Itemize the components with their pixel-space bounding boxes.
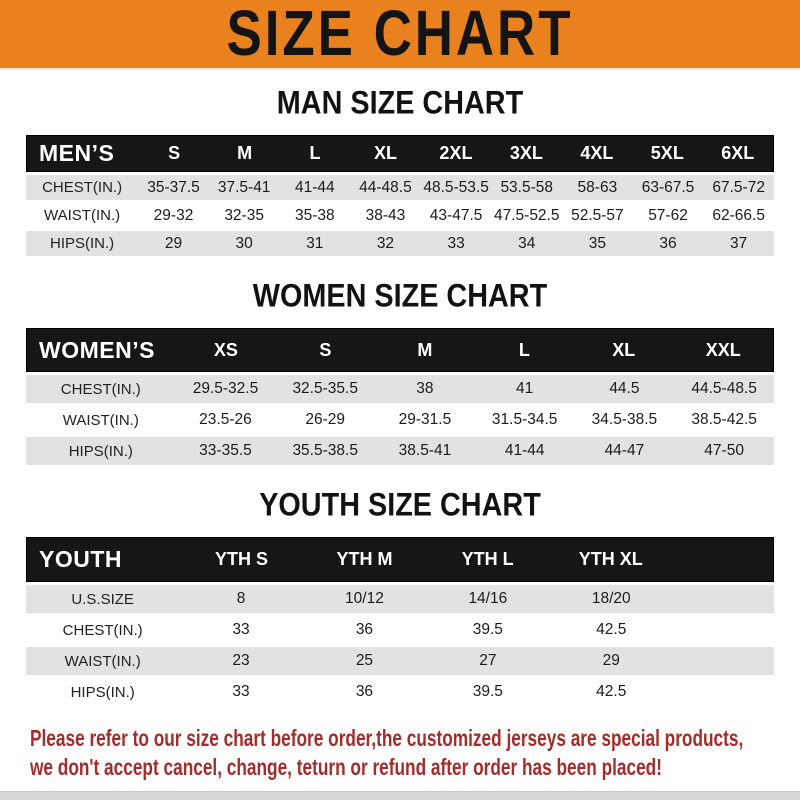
cell-value: 52.5-57 [571, 206, 624, 224]
cell-value: 36 [355, 683, 374, 700]
cell-value: 44.5-48.5 [691, 380, 757, 397]
table-header-label: WOMEN’S [39, 336, 155, 363]
cell-value: 41-44 [504, 442, 545, 459]
row-label: WAIST(IN.) [62, 411, 139, 429]
disclaimer-line-2: we don't accept cancel, change, teturn or refund after order has been placed! [30, 754, 662, 780]
column-header: XS [213, 339, 238, 360]
disclaimer-line-1: Please refer to our size chart before order,the customized jerseys are special products, [30, 725, 744, 751]
bottom-strip [0, 791, 800, 800]
row-label: WAIST(IN.) [64, 652, 141, 670]
table-row [26, 585, 774, 613]
table-row [26, 678, 774, 706]
column-header: M [417, 339, 433, 360]
section-heading: MAN SIZE CHART [276, 85, 524, 122]
disclaimer [0, 724, 800, 782]
column-header: 2XL [439, 143, 473, 163]
cell-value: 33 [232, 683, 250, 700]
cell-value: 26-29 [305, 411, 346, 428]
cell-value: 48.5-53.5 [423, 178, 489, 196]
cell-value: 67.5-72 [712, 178, 765, 196]
table-header-row [26, 135, 774, 172]
cell-value: 41 [516, 380, 534, 397]
column-header: XL [612, 339, 636, 360]
table-row [26, 375, 774, 403]
column-header: L [309, 143, 321, 163]
cell-value: 37 [730, 234, 748, 252]
section-heading: WOMEN SIZE CHART [252, 278, 548, 315]
cell-value: 33 [232, 621, 250, 638]
section-heading: YOUTH SIZE CHART [259, 487, 541, 524]
table-row [26, 616, 774, 644]
section-women [0, 280, 800, 465]
cell-value: 29-31.5 [398, 411, 452, 428]
row-label: WAIST(IN.) [44, 207, 121, 224]
cell-value: 38-43 [365, 206, 406, 224]
cell-value: 62-66.5 [712, 206, 765, 224]
cell-value: 35 [588, 234, 606, 252]
section-men [0, 87, 800, 256]
cell-value: 43-47.5 [429, 206, 483, 224]
size-table-men [26, 135, 774, 256]
cell-value: 27 [479, 652, 497, 669]
cell-value: 32.5-35.5 [292, 380, 358, 397]
cell-value: 35-37.5 [147, 178, 200, 196]
table-header-row [26, 328, 774, 372]
row-label: CHEST(IN.) [60, 380, 141, 398]
cell-value: 47-50 [704, 442, 744, 459]
cell-value: 10/12 [345, 590, 384, 607]
row-label: HIPS(IN.) [68, 442, 133, 460]
cell-value: 29.5-32.5 [192, 380, 259, 397]
cell-value: 44-47 [604, 442, 645, 459]
cell-value: 36 [355, 621, 374, 638]
cell-value: 47.5-52.5 [493, 206, 560, 224]
cell-value: 34.5-38.5 [591, 411, 658, 428]
table-header-label: YOUTH [39, 546, 122, 572]
cell-value: 42.5 [596, 683, 627, 700]
cell-value: 33 [447, 234, 465, 252]
size-table-women [26, 328, 774, 465]
cell-value: 37.5-41 [217, 178, 271, 196]
cell-value: 31 [306, 234, 324, 252]
banner [0, 0, 800, 70]
column-header: YTH S [214, 549, 268, 569]
cell-value: 14/16 [468, 590, 508, 607]
column-header: S [319, 339, 332, 360]
cell-value: 35.5-38.5 [292, 442, 358, 459]
table-header-label: MEN’S [39, 140, 115, 166]
section-youth [0, 489, 800, 706]
charts-container [0, 87, 800, 706]
cell-value: 29 [164, 234, 183, 252]
cell-value: 58-63 [577, 178, 618, 196]
column-header: 6XL [721, 143, 755, 163]
column-header: XXL [705, 339, 741, 360]
cell-value: 18/20 [591, 590, 631, 607]
cell-value: 57-62 [648, 206, 688, 224]
table-row [26, 231, 774, 256]
cell-value: 39.5 [472, 621, 503, 638]
cell-value: 33-35.5 [199, 442, 252, 459]
cell-value: 8 [236, 590, 246, 607]
row-label: HIPS(IN.) [70, 683, 135, 701]
column-header: 3XL [509, 143, 543, 163]
table-row [26, 203, 774, 228]
column-header: M [237, 143, 253, 163]
row-label: CHEST(IN.) [62, 621, 143, 639]
column-header: S [168, 143, 181, 163]
cell-value: 63-67.5 [641, 178, 695, 196]
page-title: SIZE CHART [226, 0, 574, 70]
cell-value: 32 [376, 234, 395, 252]
table-header-row [26, 537, 774, 582]
cell-value: 29 [602, 652, 620, 669]
row-label: HIPS(IN.) [50, 235, 115, 252]
cell-value: 44-48.5 [359, 178, 412, 196]
table-row [26, 647, 774, 675]
cell-value: 34 [518, 234, 536, 252]
cell-value: 23 [232, 652, 250, 669]
cell-value: 53.5-58 [500, 178, 554, 196]
cell-value: 44.5 [609, 380, 640, 397]
table-row [26, 437, 774, 465]
column-header: YTH XL [578, 549, 643, 569]
cell-value: 25 [355, 652, 374, 669]
row-label: U.S.SIZE [71, 590, 134, 608]
column-header: YTH M [336, 549, 393, 569]
cell-value: 38.5-42.5 [691, 411, 757, 428]
cell-value: 30 [235, 234, 253, 252]
cell-value: 35-38 [294, 206, 335, 224]
cell-value: 39.5 [472, 683, 503, 700]
cell-value: 31.5-34.5 [491, 411, 558, 428]
cell-value: 38.5-41 [398, 442, 452, 459]
cell-value: 29-32 [153, 206, 194, 224]
table-row [26, 406, 774, 434]
column-header: 4XL [580, 143, 614, 163]
size-table-youth [26, 537, 774, 706]
cell-value: 38 [416, 380, 434, 397]
column-header: XL [373, 143, 397, 163]
cell-value: 32-35 [224, 206, 264, 224]
column-header: YTH L [461, 549, 514, 569]
column-header: L [518, 339, 530, 360]
cell-value: 42.5 [596, 621, 627, 638]
column-header: 5XL [650, 143, 684, 163]
row-label: CHEST(IN.) [42, 179, 123, 196]
cell-value: 23.5-26 [199, 411, 252, 428]
table-row [26, 175, 774, 200]
cell-value: 41-44 [294, 178, 335, 196]
cell-value: 36 [659, 234, 677, 252]
